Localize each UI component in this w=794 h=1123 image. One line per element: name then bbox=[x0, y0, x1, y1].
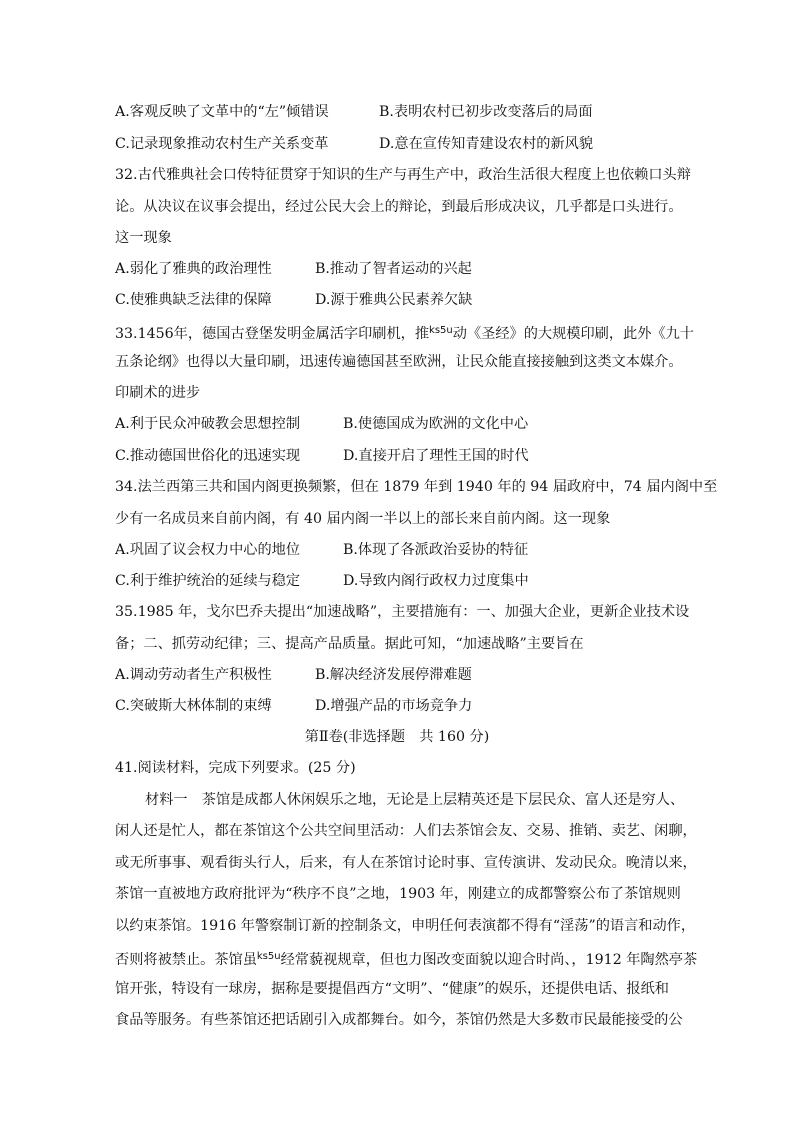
q33-option-c: C.推动德国世俗化的迅速实现 bbox=[115, 448, 301, 464]
q33-stem-line-2: 五条论纲》也得以大量印刷，迅速传遍德国甚至欧洲，让民众能直接接触到这类文本媒介。 bbox=[115, 354, 683, 370]
q41-material-line-1: 材料一 茶馆是成都人休闲娱乐之地，无论是上层精英还是下层民众、富人还是穷人、 bbox=[145, 792, 685, 808]
q32-stem-line-2: 论。从决议在议事会提出，经过公民大会上的辩论，到最后形成决议，几乎都是口头进行。 bbox=[115, 199, 683, 215]
q35-option-b: B.解决经济发展停滞难题 bbox=[315, 667, 472, 683]
q41-material-line-4: 茶馆一直被地方政府批评为“秩序不良”之地，1903 年，刚建立的成都警察公布了茶馆规则 bbox=[115, 886, 681, 902]
q41-material-line-2: 闲人还是忙人，都在茶馆这个公共空间里活动：人们去茶馆会友、交易、推销、卖艺、闲聊， bbox=[115, 823, 697, 839]
q34-stem-line-2: 少有一名成员来自前内阁，有 40 届内阁一半以上的部长来自前内阁。这一现象 bbox=[115, 511, 611, 527]
q34-option-c: C.利于维护统治的延续与稳定 bbox=[115, 573, 301, 589]
q33-option-d: D.直接开启了理性王国的时代 bbox=[343, 448, 529, 464]
q32-stem-line-1: 32.古代雅典社会口传特征贯穿于知识的生产与再生产中，政治生活很大程度上也依赖口头辩 bbox=[115, 167, 691, 183]
q41-material-line-7: 馆开张，特设有一球房，据称是要提倡西方“文明”、“健康”的娱乐，还提供电话、报纸和 bbox=[115, 981, 669, 997]
q41-ks5u-watermark: ks5u bbox=[256, 951, 281, 962]
q41-material-line-8: 食品等服务。有些茶馆还把话剧引入成都舞台。如今，茶馆仍然是大多数市民最能接受的公 bbox=[115, 1012, 683, 1028]
q35-stem-line-1: 35.1985 年，戈尔巴乔夫提出“加速战略”，主要措施有：一、加强大企业，更新企业技术设 bbox=[115, 604, 690, 620]
q32-option-c: C.使雅典缺乏法律的保障 bbox=[115, 292, 272, 308]
q32-stem-line-3: 这一现象 bbox=[115, 230, 172, 246]
q41-line6-pre: 否则将被禁止。茶馆虽 bbox=[115, 952, 257, 968]
q33-option-a: A.利于民众冲破教会思想控制 bbox=[115, 416, 301, 432]
q32-option-d: D.源于雅典公民素养欠缺 bbox=[315, 292, 473, 308]
q31-option-c: C.记录现象推动农村生产关系变革 bbox=[115, 136, 329, 152]
q31-option-d: D.意在宣传知青建设农村的新风貌 bbox=[379, 136, 594, 152]
q34-stem-line-1: 34.法兰西第三共和国内阁更换频繁，但在 1879 年到 1940 年的 94 届政府中，74 届内阁中至 bbox=[115, 479, 718, 495]
q31-option-a: A.客观反映了文革中的“左”倾错误 bbox=[115, 104, 329, 120]
q41-material-line-5: 以约束茶馆。1916 年警察制订新的控制条文，申明任何表演都不得有“淫荡”的语言和动作， bbox=[115, 918, 696, 934]
q33-ks5u-watermark: ks5u bbox=[429, 325, 453, 336]
q34-option-b: B.体现了各派政治妥协的特征 bbox=[343, 542, 529, 558]
q35-option-c: C.突破斯大林体制的束缚 bbox=[115, 698, 272, 714]
q35-option-d: D.增强产品的市场竞争力 bbox=[315, 698, 473, 714]
q41-title: 41.阅读材料，完成下列要求。(25 分) bbox=[115, 760, 356, 776]
q33-stem-line-3: 印刷术的进步 bbox=[115, 385, 201, 401]
q35-option-a: A.调动劳动者生产积极性 bbox=[115, 667, 272, 683]
q41-line6-post: 经常藐视规章，但也力图改变面貌以迎合时尚、，1912 年陶然亭茶 bbox=[280, 952, 698, 968]
q33-line1-post: 动《圣经》的大规模印刷，此外《九十 bbox=[452, 326, 694, 342]
q32-option-b: B.推动了智者运动的兴起 bbox=[315, 261, 472, 277]
q33-line1-pre: 33.1456年，德国古登堡发明金属活字印刷机，推 bbox=[115, 326, 430, 342]
q34-option-a: A.巩固了议会权力中心的地位 bbox=[115, 542, 301, 558]
q32-option-a: A.弱化了雅典的政治理性 bbox=[115, 261, 272, 277]
q33-stem-line-1 bbox=[115, 321, 694, 341]
q41-material-line-6 bbox=[115, 947, 697, 967]
section-2-heading: 第Ⅱ卷(非选择题 共 160 分) bbox=[304, 729, 490, 745]
q34-option-d: D.导致内阁行政权力过度集中 bbox=[343, 573, 529, 589]
q35-stem-line-2: 备；二、抓劳动纪律；三、提高产品质量。据此可知，“加速战略”主要旨在 bbox=[115, 636, 584, 652]
q33-option-b: B.使德国成为欧洲的文化中心 bbox=[343, 416, 529, 432]
q31-option-b: B.表明农村已初步改变落后的局面 bbox=[379, 104, 593, 120]
q41-material-line-3: 或无所事事、观看街头行人，后来，有人在茶馆讨论时事、宣传演讲、发动民众。晚清以来， bbox=[115, 855, 697, 871]
